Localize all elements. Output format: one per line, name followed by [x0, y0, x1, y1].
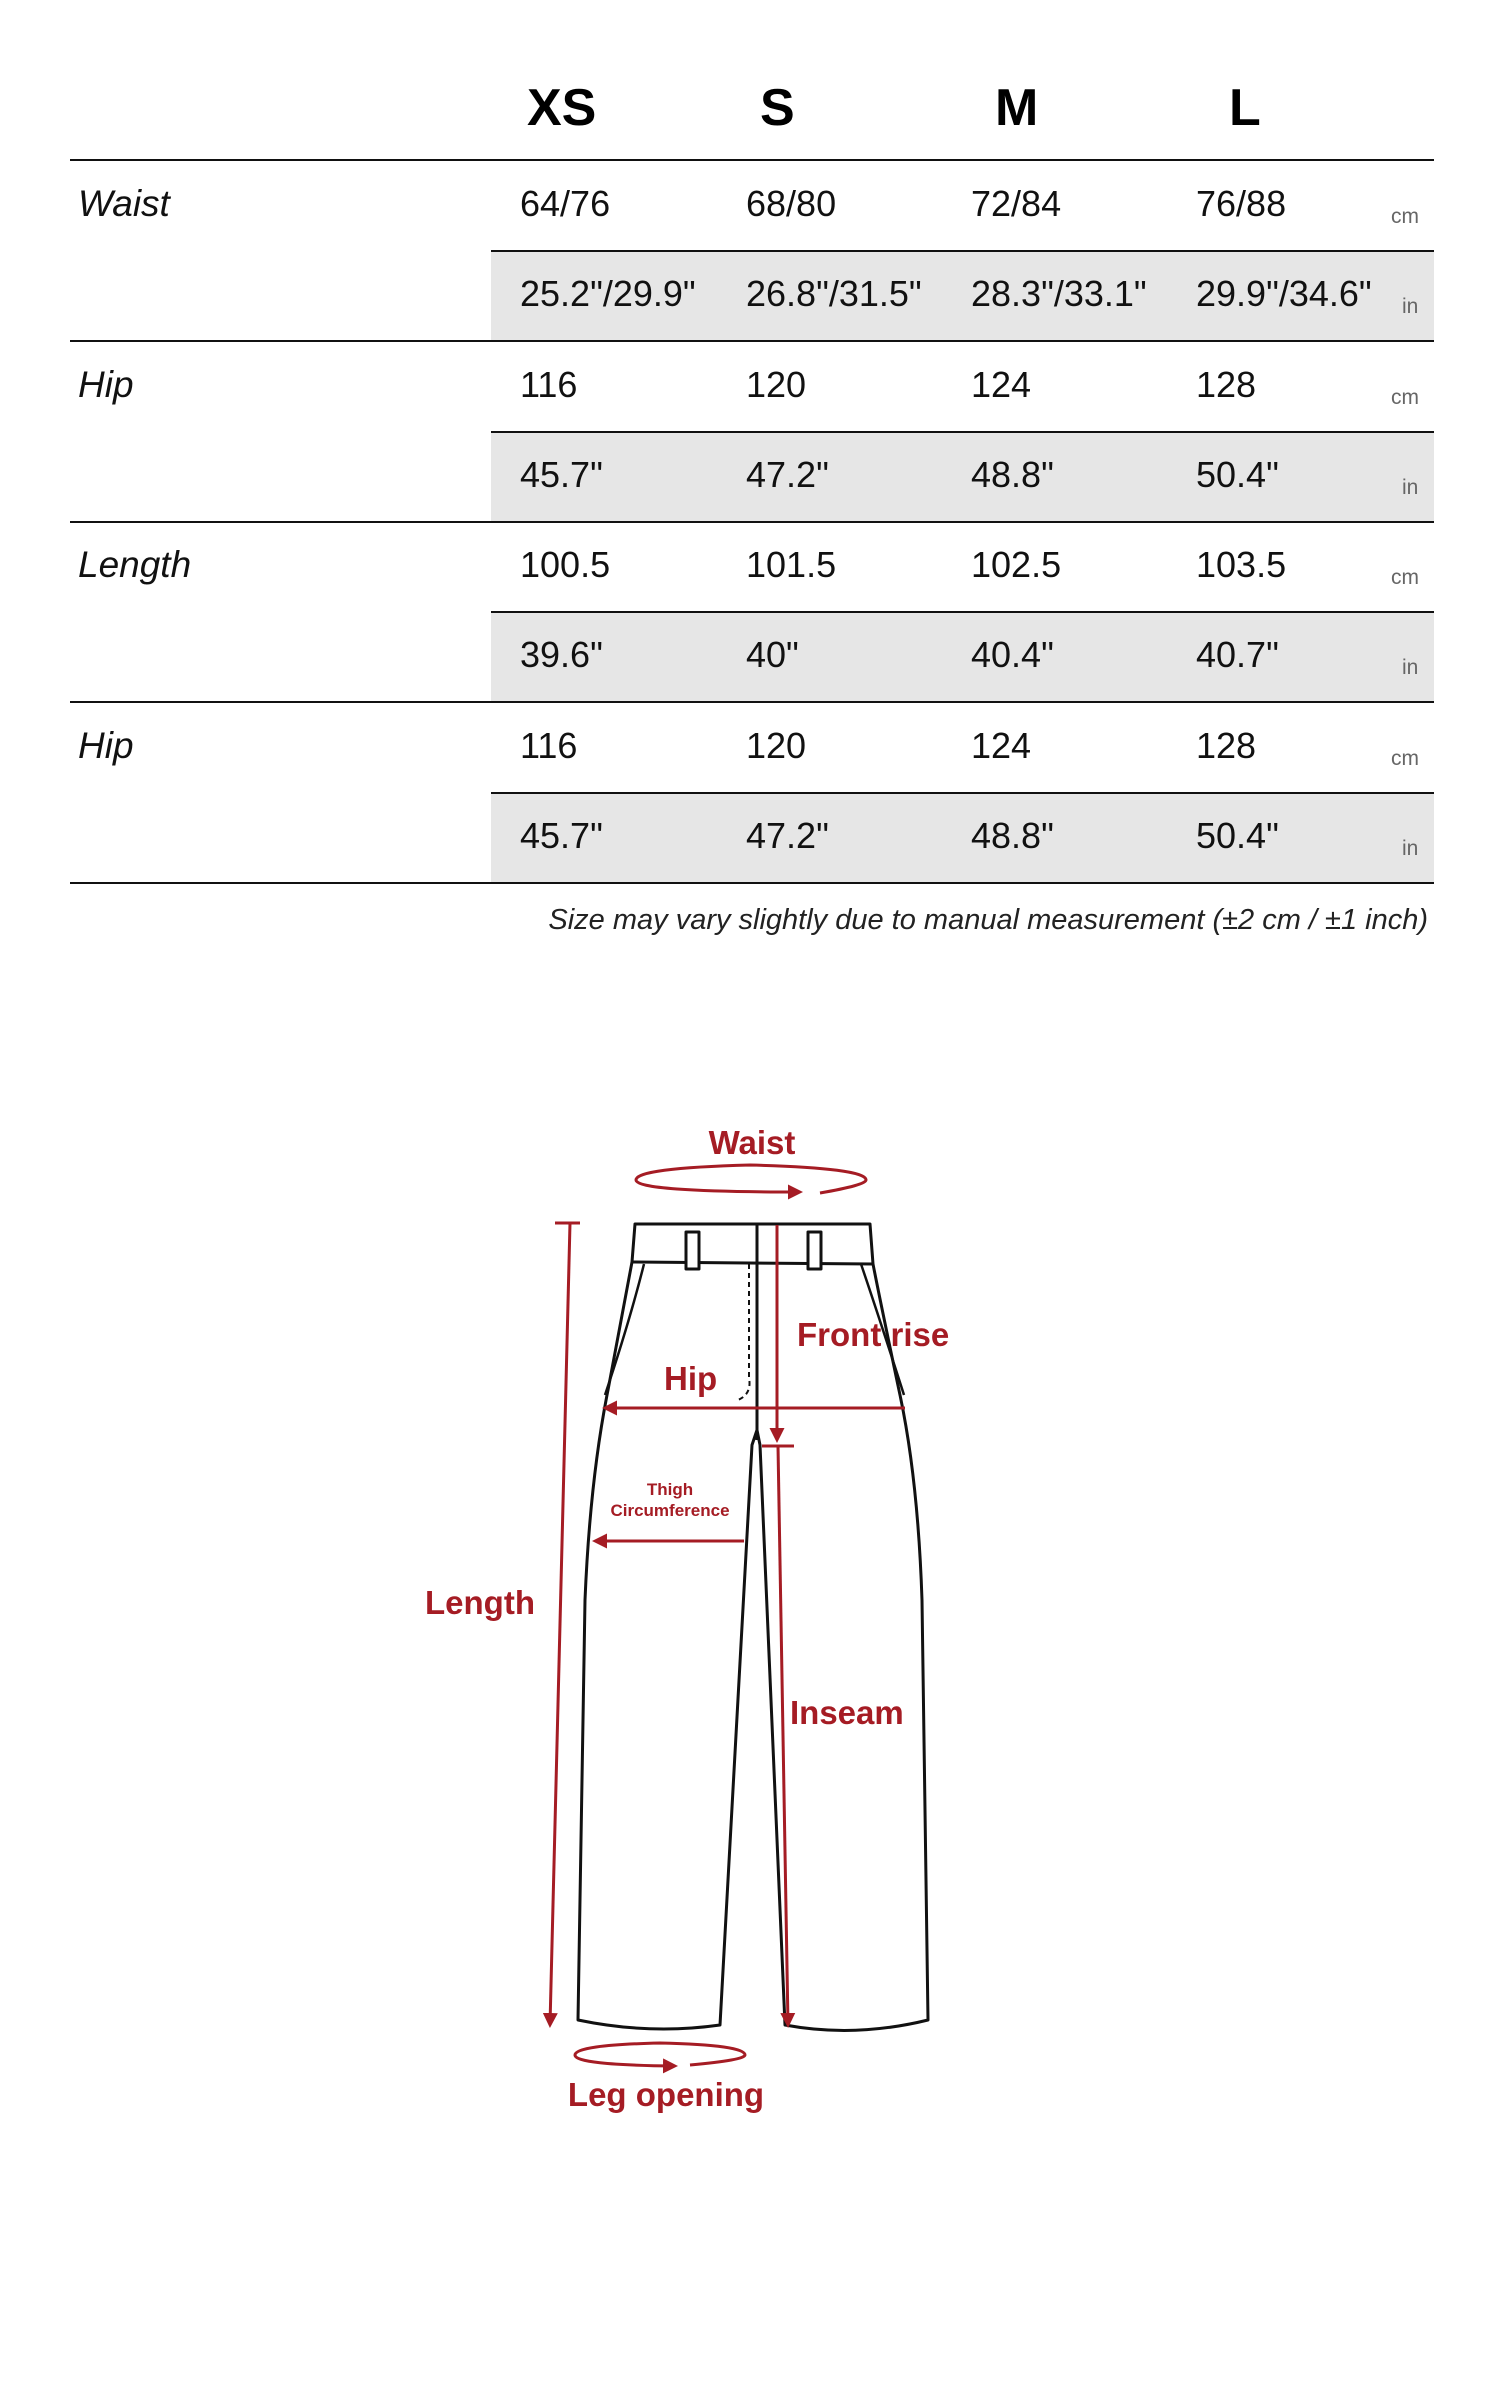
- cell-cm: 103.5: [1196, 544, 1287, 585]
- unit-cm: cm: [1391, 747, 1419, 770]
- row-label-hip: Hip: [78, 725, 134, 766]
- cell-in: 48.8": [971, 454, 1054, 495]
- cell-in: 26.8"/31.5": [746, 273, 922, 314]
- cell-in: 45.7": [520, 815, 603, 856]
- label-length: Length: [425, 1584, 535, 1621]
- cell-in: 50.4": [1196, 454, 1279, 495]
- cell-in: 40.4": [971, 634, 1054, 675]
- measurement-note: Size may vary slightly due to manual measurement (±2 cm / ±1 inch): [548, 904, 1428, 936]
- cell-cm: 72/84: [971, 183, 1062, 224]
- cell-cm: 64/76: [520, 183, 611, 224]
- cell-cm: 100.5: [520, 544, 611, 585]
- cell-cm: 101.5: [746, 544, 837, 585]
- size-header-xs: XS: [527, 79, 597, 137]
- cell-in: 29.9"/34.6": [1196, 273, 1372, 314]
- cell-in: 40.7": [1196, 634, 1279, 675]
- cell-cm: 128: [1196, 364, 1257, 405]
- label-hip: Hip: [664, 1360, 718, 1397]
- unit-in: in: [1402, 476, 1419, 499]
- label-leg-opening: Leg opening: [567, 2076, 765, 2113]
- label-waist: Waist: [708, 1124, 796, 1161]
- label-front-rise: Front rise: [797, 1316, 950, 1353]
- unit-cm: cm: [1391, 205, 1419, 228]
- unit-in: in: [1402, 656, 1419, 679]
- label-thigh-1: Thigh: [646, 1480, 694, 1499]
- cell-cm: 124: [971, 364, 1032, 405]
- cell-in: 50.4": [1196, 815, 1279, 856]
- cell-cm: 76/88: [1196, 183, 1287, 224]
- cell-in: 45.7": [520, 454, 603, 495]
- cell-in: 40": [746, 634, 799, 675]
- cell-cm: 102.5: [971, 544, 1062, 585]
- size-header-m: M: [995, 79, 1039, 137]
- cell-cm: 128: [1196, 725, 1257, 766]
- unit-cm: cm: [1391, 386, 1419, 409]
- cell-in: 47.2": [746, 454, 829, 495]
- cell-cm: 120: [746, 364, 807, 405]
- cell-in: 39.6": [520, 634, 603, 675]
- cell-in: 25.2"/29.9": [520, 273, 696, 314]
- cell-cm: 68/80: [746, 183, 837, 224]
- cell-cm: 116: [520, 364, 578, 405]
- cell-cm: 124: [971, 725, 1032, 766]
- cell-in: 28.3"/33.1": [971, 273, 1147, 314]
- row-label-length: Length: [78, 544, 192, 585]
- label-thigh-2: Circumference: [610, 1501, 730, 1520]
- size-header-s: S: [760, 79, 795, 137]
- unit-in: in: [1402, 837, 1419, 860]
- row-label-hip: Hip: [78, 364, 134, 405]
- unit-cm: cm: [1391, 566, 1419, 589]
- row-label-waist: Waist: [78, 183, 170, 224]
- cell-cm: 120: [746, 725, 807, 766]
- size-header-l: L: [1229, 79, 1261, 137]
- cell-in: 47.2": [746, 815, 829, 856]
- unit-in: in: [1402, 295, 1419, 318]
- label-inseam: Inseam: [790, 1694, 904, 1731]
- cell-in: 48.8": [971, 815, 1054, 856]
- cell-cm: 116: [520, 725, 578, 766]
